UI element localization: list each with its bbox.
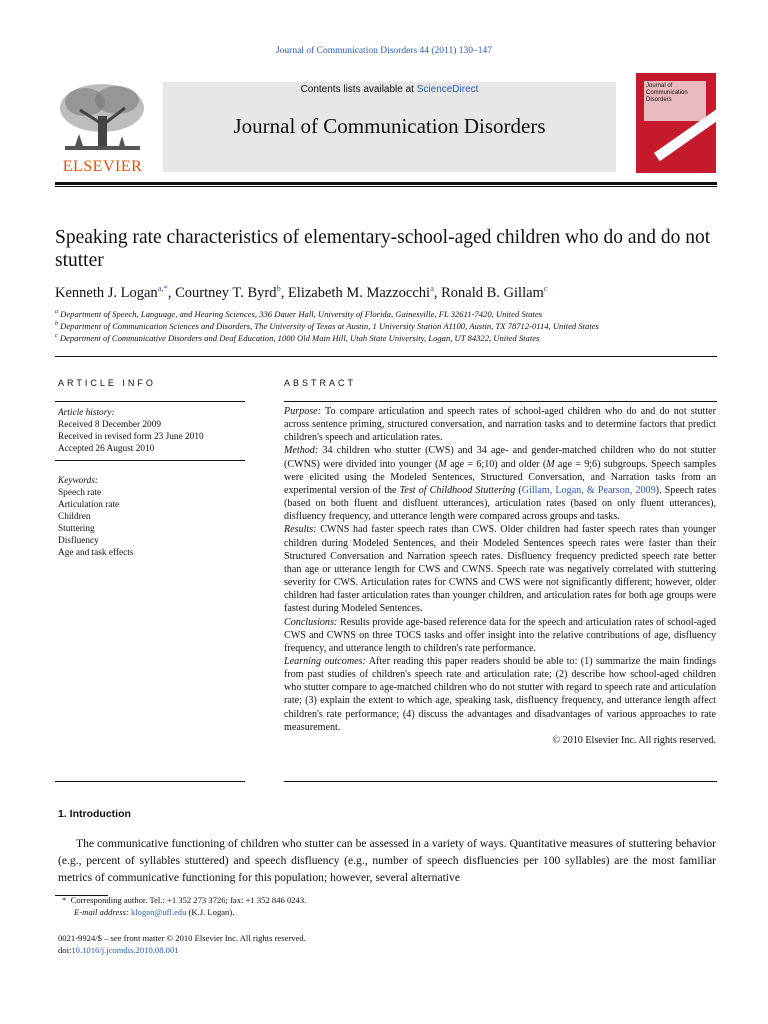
- outcomes-text: After reading this paper readers should be able to: (1) summarize the main findings from past studies of children's speech rate and articulation rate; (2) describe how school-aged children who stutter compare to age-matched children who do not stutter with regard to speech rate and articulation rate; (3) explain the extent to which age, speaking task, disfluency frequency, and utterance length affect children's rate performance; (4) discuss the advantages and disadvantages of various approaches to rate measurement.: [284, 655, 716, 733]
- footnote-corresponding: [62, 894, 306, 906]
- email-suffix: (K.J. Logan).: [188, 907, 235, 917]
- abstract-method: [284, 444, 716, 523]
- history-item: Received in revised form 23 June 2010: [58, 432, 204, 442]
- doi-label: doi:: [58, 945, 72, 955]
- affiliation-divider: [55, 356, 717, 357]
- header-rule: [55, 182, 717, 185]
- author-affiliation-mark[interactable]: a,*: [157, 283, 168, 293]
- author-separator: ,: [280, 284, 288, 301]
- conclusions-label: Conclusions:: [284, 616, 338, 628]
- results-label: Results:: [284, 524, 317, 536]
- author-name: Elizabeth M. Mazzocchi: [287, 284, 431, 301]
- history-item: Accepted 26 August 2010: [58, 444, 155, 454]
- abstract-bottom-rule: [284, 781, 717, 782]
- method-text: ). Speech rates (based on both fluent and disfluent utterances), articulation rates (based on only fluent utterances), disfluency frequency, and utterance length were compared across groups and tasks.: [284, 484, 717, 523]
- method-text: age = 6;10) and older (: [446, 458, 547, 470]
- author-affiliation-mark[interactable]: c: [543, 283, 548, 293]
- journal-reference[interactable]: Journal of Communication Disorders 44 (2011) 130–147: [275, 46, 492, 56]
- method-text: age = 9;6) subgroups. Speech samples were elicited using the Modeled Sentences, Structured Conversation, and Narration tasks from an experimental version of the: [284, 458, 717, 496]
- issn-line: 0021-9924/$ – see front matter © 2010 Elsevier Inc. All rights reserved.: [58, 933, 306, 943]
- keyword: Disfluency: [58, 536, 99, 546]
- test-name: Test of Childhood Stuttering: [399, 484, 516, 496]
- abstract-heading: ABSTRACT: [284, 378, 357, 388]
- affiliation-mark: c: [55, 333, 58, 340]
- author-separator: ,: [433, 284, 442, 301]
- affiliation-text: Department of Communicative Disorders and Deaf Education, 1000 Old Main Hill, Utah State University, Logan, UT 84322, United States: [59, 333, 540, 343]
- email-link[interactable]: klogan@ufl.edu: [130, 907, 187, 917]
- footnote-email: [74, 906, 234, 918]
- info-rule: [55, 401, 245, 402]
- citation-link[interactable]: Gillam, Logan, & Pearson, 2009: [521, 484, 656, 496]
- keyword: Age and task effects: [58, 548, 134, 558]
- elsevier-logo: [55, 80, 150, 175]
- abstract-results: [284, 523, 716, 615]
- outcomes-label: Learning outcomes:: [284, 655, 366, 667]
- author-affiliation-mark[interactable]: b: [276, 283, 281, 293]
- cover-title: Journal of Communication Disorders: [644, 81, 706, 121]
- elsevier-tree-icon: [55, 80, 150, 158]
- abstract-outcomes: [284, 655, 716, 734]
- publisher-name: ELSEVIER: [62, 158, 143, 175]
- article-info-heading: ARTICLE INFO: [58, 378, 156, 388]
- affiliation-text: Department of Speech, Language, and Hearing Sciences, 336 Dauer Hall, University of Florida, Gainesville, FL 32611-7420, United States: [60, 309, 542, 319]
- author-name: Ronald B. Gillam: [441, 284, 544, 301]
- affiliation: [55, 321, 599, 331]
- doi-line: [58, 944, 179, 956]
- affiliation-mark: b: [55, 321, 58, 328]
- copyright: © 2010 Elsevier Inc. All rights reserved.: [552, 734, 716, 746]
- introduction-paragraph: The communicative functioning of children who stutter can be assessed in a variety of ways. Quantitative measures of stuttering behavior (e.g., percent of syllables stuttered) and speech disfluency (e.g., number of speech disfluencies per 100 syllables) are the most familiar metrics of communicative functioning for this population; however, several alternative: [58, 837, 716, 884]
- author-affiliation-mark[interactable]: a: [430, 283, 434, 293]
- abstract-body: [284, 405, 716, 747]
- sciencedirect-link[interactable]: ScienceDirect: [416, 84, 479, 95]
- conclusions-text: Results provide age-based reference data for the speech and articulation rates of school-aged CWS and CWNS on three TOCS tasks and offer insight into the relative contributions of age, disfluency frequency, and utterance length to children's rate performance.: [284, 616, 716, 654]
- doi-link[interactable]: 10.1016/j.jcomdis.2010.08.001: [71, 945, 179, 955]
- footnote-text: Corresponding author. Tel.: +1 352 273 3726; fax: +1 352 846 0243.: [70, 895, 307, 905]
- article-title: Speaking rate characteristics of elementary-school-aged children who do and do not stutter: [55, 227, 711, 271]
- history-label: Article history:: [58, 408, 115, 418]
- history-item: Received 8 December 2009: [58, 420, 161, 430]
- purpose-text: To compare articulation and speech rates of school-aged children who do and do not stutter across sentence priming, structured conversation, and narration tasks and to determine factors that predict children's speech and articulation rates.: [284, 406, 717, 444]
- introduction-heading: 1. Introduction: [58, 808, 131, 820]
- journal-cover-thumbnail[interactable]: [636, 73, 716, 173]
- author-list: [55, 283, 548, 302]
- abstract-conclusions: [284, 616, 716, 655]
- article-info: [58, 407, 244, 559]
- header-rule-thin: [55, 186, 717, 187]
- author-separator: ,: [167, 284, 176, 301]
- footnote-mark: *: [62, 895, 67, 905]
- method-label: Method:: [284, 445, 319, 457]
- journal-title: Journal of Communication Disorders: [233, 114, 546, 138]
- affiliation: [55, 309, 542, 319]
- method-text: 34 children who stutter (CWS) and 34 age- and gender-matched children who do not stutter (CWNS) were divided into younger (: [284, 445, 717, 470]
- purpose-label: Purpose:: [284, 406, 322, 417]
- keywords-label: Keywords:: [58, 476, 98, 486]
- affiliation-mark: a: [55, 309, 58, 316]
- affiliation: [55, 333, 539, 343]
- keyword: Speech rate: [58, 488, 102, 498]
- info-bottom-rule: [55, 781, 245, 782]
- results-text: CWNS had faster speech rates than CWS. Older children had faster speech rates than younger children during Modeled Sentences, and their Modeled Sentences speech rates were faster than their Structured Conversation and Narration speech rates. Disfluency frequency predicted speech rate better than age or utterance length for CWS and CWNS. Speech rate was negatively correlated with stuttering severity for CWS. Articulation rates for CWNS and CWS were not significantly different; however, older children had faster articulation rates than younger children, and articulation rates for both age groups were fastest during Modeled Sentences.: [284, 524, 716, 615]
- contents-prefix: Contents lists available at: [300, 84, 417, 95]
- method-symbol: M: [546, 458, 555, 470]
- affiliation-text: Department of Communication Sciences and Disorders, The University of Texas at Austin, 1 University Station A1100, Austin, TX 78712-0114, United States: [60, 321, 599, 331]
- method-symbol: M: [438, 458, 447, 470]
- keyword: Articulation rate: [58, 500, 120, 510]
- author-name: Courtney T. Byrd: [175, 284, 277, 301]
- introduction-text: [58, 835, 716, 886]
- abstract-purpose: [284, 405, 716, 444]
- contents-line: [163, 84, 616, 95]
- abstract-rule: [284, 401, 717, 402]
- keyword: Children: [58, 512, 91, 522]
- method-text: (: [515, 484, 522, 496]
- author-name: Kenneth J. Logan: [55, 284, 158, 301]
- email-label: E-mail address:: [74, 907, 129, 917]
- keyword: Stuttering: [58, 524, 95, 534]
